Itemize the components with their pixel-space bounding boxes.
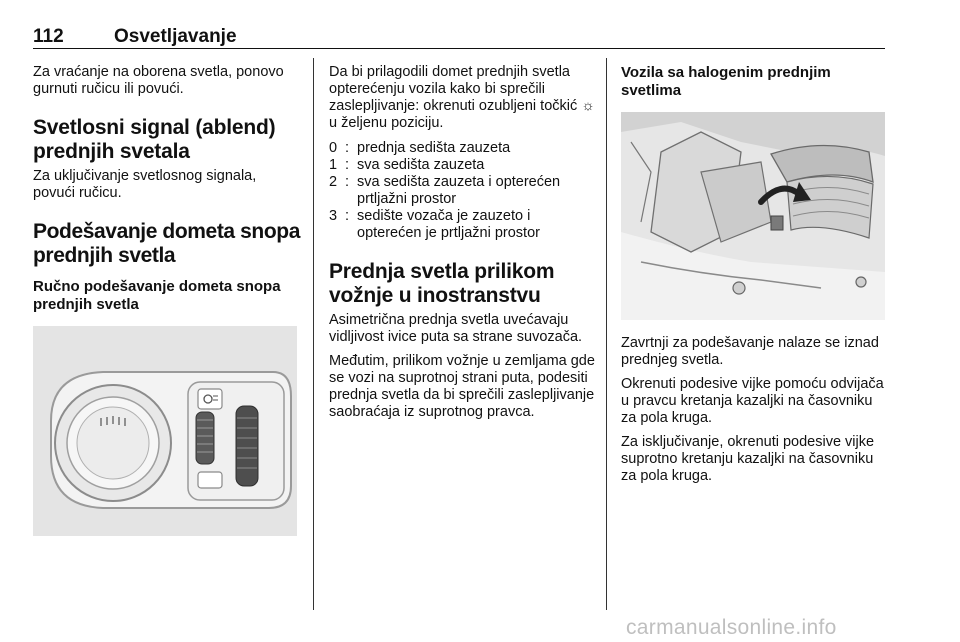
load-position-list (329, 140, 597, 242)
page-header (33, 24, 885, 49)
flash-paragraph: Za uključivanje svetlosnog signala, povući ručicu. (33, 168, 257, 201)
range-intro-paragraph: Da bi prilagodili domet prednjih svetla opterećenju vozila kako bi sprečili zaslepljivanje: okrenuti ozubljeni točkić ⁠☼ u željenu poziciju. (329, 64, 595, 131)
column-2 (329, 64, 597, 428)
halogen-paragraph-3: Za isključivanje, okrenuti podesive vijke suprotno kretanju kazaljki na časovniku za pola kruga. (621, 434, 875, 484)
range-heading: Podešavanje dometa snopa prednjih svetla (33, 220, 300, 267)
column-3 (621, 64, 891, 492)
halogen-heading: Vozila sa halogenim prednjim svetlima (621, 64, 831, 99)
headlight-switch-figure (33, 326, 301, 541)
watermark-text: carmanualsonline.info (626, 616, 837, 639)
column-divider (606, 58, 607, 610)
list-item: 1 : sva sedišta zauzeta (329, 157, 485, 173)
headlamp-figure (621, 112, 891, 325)
list-item: 3 : sedište vozača je zauzeto i opterećen je prtljažni prostor (329, 208, 540, 241)
list-item: 0 : prednja sedišta zauzeta (329, 140, 511, 156)
manual-heading: Ručno podešavanje dometa snopa prednjih svetla (33, 278, 281, 313)
abroad-heading: Prednja svetla prilikom vožnje u inostranstvu (329, 260, 555, 307)
flash-heading: Svetlosni signal (ablend) prednjih svetala (33, 116, 276, 163)
headlight-switch-illustration (33, 326, 297, 536)
abroad-paragraph-2: Međutim, prilikom vožnje u zemljama gde se vozi na suprotnoj strani puta, podesiti prednja svetla da bi sprečili zaslepljivanje saobraćaja iz suprotnog pravca. (329, 353, 595, 420)
list-item: 2 : sva sedišta zauzeta i opterećen prtljažni prostor (329, 174, 561, 207)
halogen-paragraph-1: Zavrtnji za podešavanje nalaze se iznad prednjeg svetla. (621, 335, 879, 368)
column-1 (33, 64, 301, 551)
intro-paragraph: Za vraćanje na oborena svetla, ponovo gurnuti ručicu ili povući. (33, 64, 284, 97)
page-title: Osvetljavanje (114, 26, 237, 47)
halogen-paragraph-2: Okrenuti podesive vijke pomoću odvijača u pravcu kretanja kazaljki na časovniku za pola kruga. (621, 376, 884, 426)
column-divider (313, 58, 314, 610)
page-number: 112 (33, 26, 64, 47)
headlamp-adjustment-illustration (621, 112, 885, 320)
abroad-paragraph-1: Asimetrična prednja svetla uvećavaju vidljivost ivice puta sa strane suvozača. (329, 312, 583, 345)
